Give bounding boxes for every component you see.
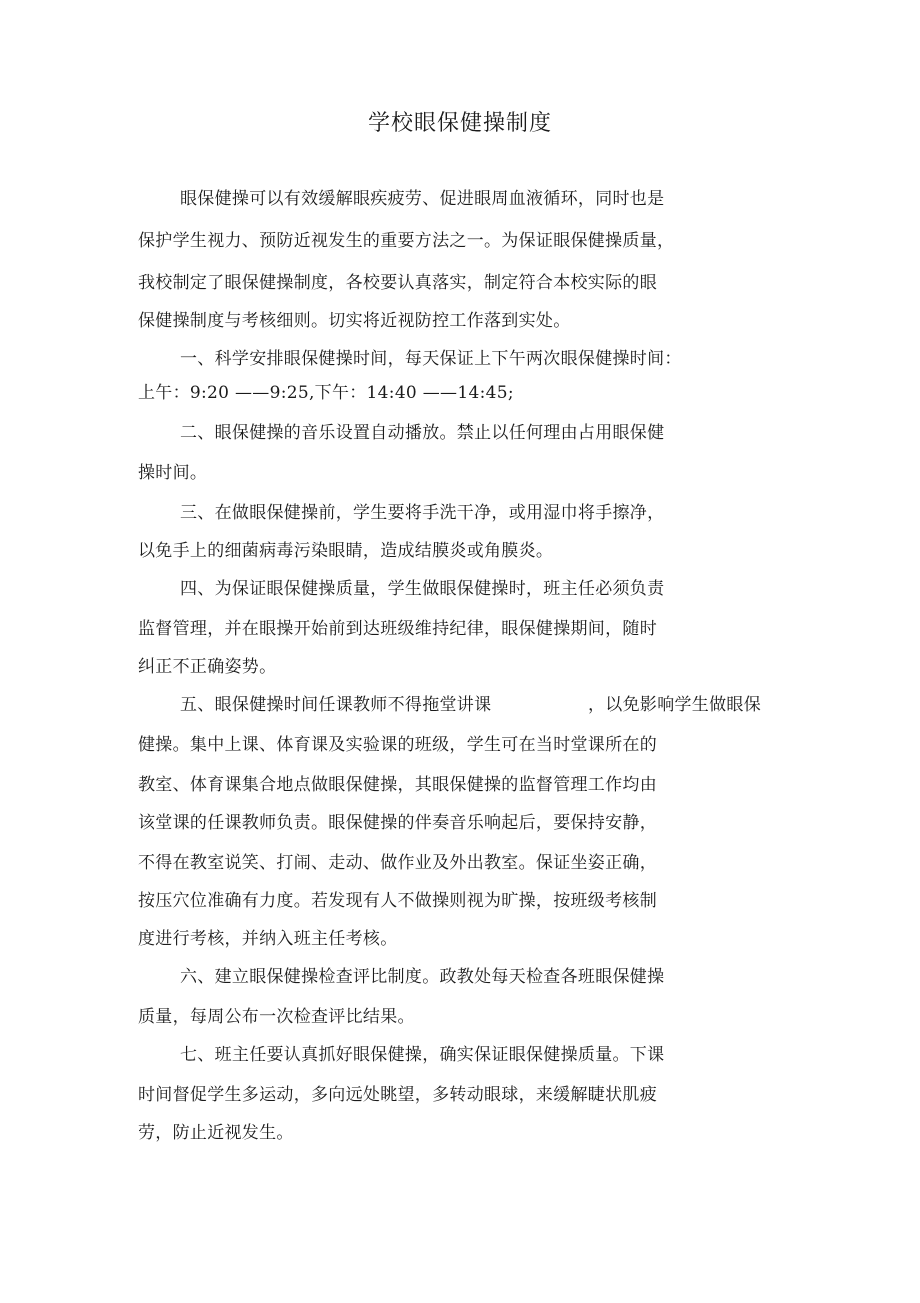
paragraph-line: 二、眼保健操的音乐设置自动播放。禁止以任何理由占用眼保健 (180, 423, 665, 443)
paragraph-line: 健操。集中上课、体育课及实验课的班级，学生可在当时堂课所在的 (138, 735, 657, 755)
paragraph-line: 七、班主任要认真抓好眼保健操，确实保证眼保健操质量。下课 (180, 1045, 665, 1065)
paragraph-line: 按压穴位准确有力度。若发现有人不做操则视为旷操，按班级考核制 (138, 891, 657, 911)
paragraph-line: 我校制定了眼保健操制度，各校要认真落实，制定符合本校实际的眼 (138, 273, 657, 293)
paragraph-line: ，以免影响学生做眼保 (588, 695, 761, 715)
paragraph-line: 时间督促学生多运动，多向远处眺望，多转动眼球，来缓解睫状肌疲 (138, 1085, 657, 1105)
paragraph-line: 不得在教室说笑、打闹、走动、做作业及外出教室。保证坐姿正确， (138, 853, 657, 873)
paragraph-line: 纠正不正确姿势。 (138, 657, 277, 677)
paragraph-line: 六、建立眼保健操检查评比制度。政教处每天检查各班眼保健操 (180, 967, 665, 987)
paragraph-line: 保护学生视力、预防近视发生的重要方法之一。为保证眼保健操质量， (138, 231, 675, 251)
paragraph-line: 劳，防止近视发生。 (138, 1123, 294, 1143)
paragraph-line: 质量，每周公布一次检查评比结果。 (138, 1007, 415, 1027)
paragraph-line: 度进行考核，并纳入班主任考核。 (138, 929, 398, 949)
paragraph-line: 监督管理，并在眼操开始前到达班级维持纪律，眼保健操期间，随时 (138, 619, 657, 639)
paragraph-line: 保健操制度与考核细则。切实将近视防控工作落到实处。 (138, 311, 571, 331)
paragraph-line: 四、为保证眼保健操质量，学生做眼保健操时，班主任必须负责 (180, 579, 665, 599)
paragraph-line: 眼保健操可以有效缓解眼疾疲劳、促进眼周血液循环，同时也是 (180, 189, 665, 209)
paragraph-line: 操时间。 (138, 463, 208, 483)
paragraph-line: 上午：9:20 ——9:25,下午：14:40 ——14:45; (138, 383, 514, 403)
paragraph-line: 三、在做眼保健操前，学生要将手洗干净，或用湿巾将手擦净， (180, 503, 665, 523)
paragraph-line: 以免手上的细菌病毒污染眼睛，造成结膜炎或角膜炎。 (138, 541, 554, 561)
paragraph-line: 该堂课的任课教师负责。眼保健操的伴奏音乐响起后，要保持安静， (138, 813, 657, 833)
paragraph-line: 一、科学安排眼保健操时间，每天保证上下午两次眼保健操时间： (180, 349, 682, 369)
paragraph-line: 教室、体育课集合地点做眼保健操，其眼保健操的监督管理工作均由 (138, 775, 657, 795)
paragraph-line: 五、眼保健操时间任课教师不得拖堂讲课 (180, 695, 492, 715)
page-title: 学校眼保健操制度 (367, 111, 552, 136)
